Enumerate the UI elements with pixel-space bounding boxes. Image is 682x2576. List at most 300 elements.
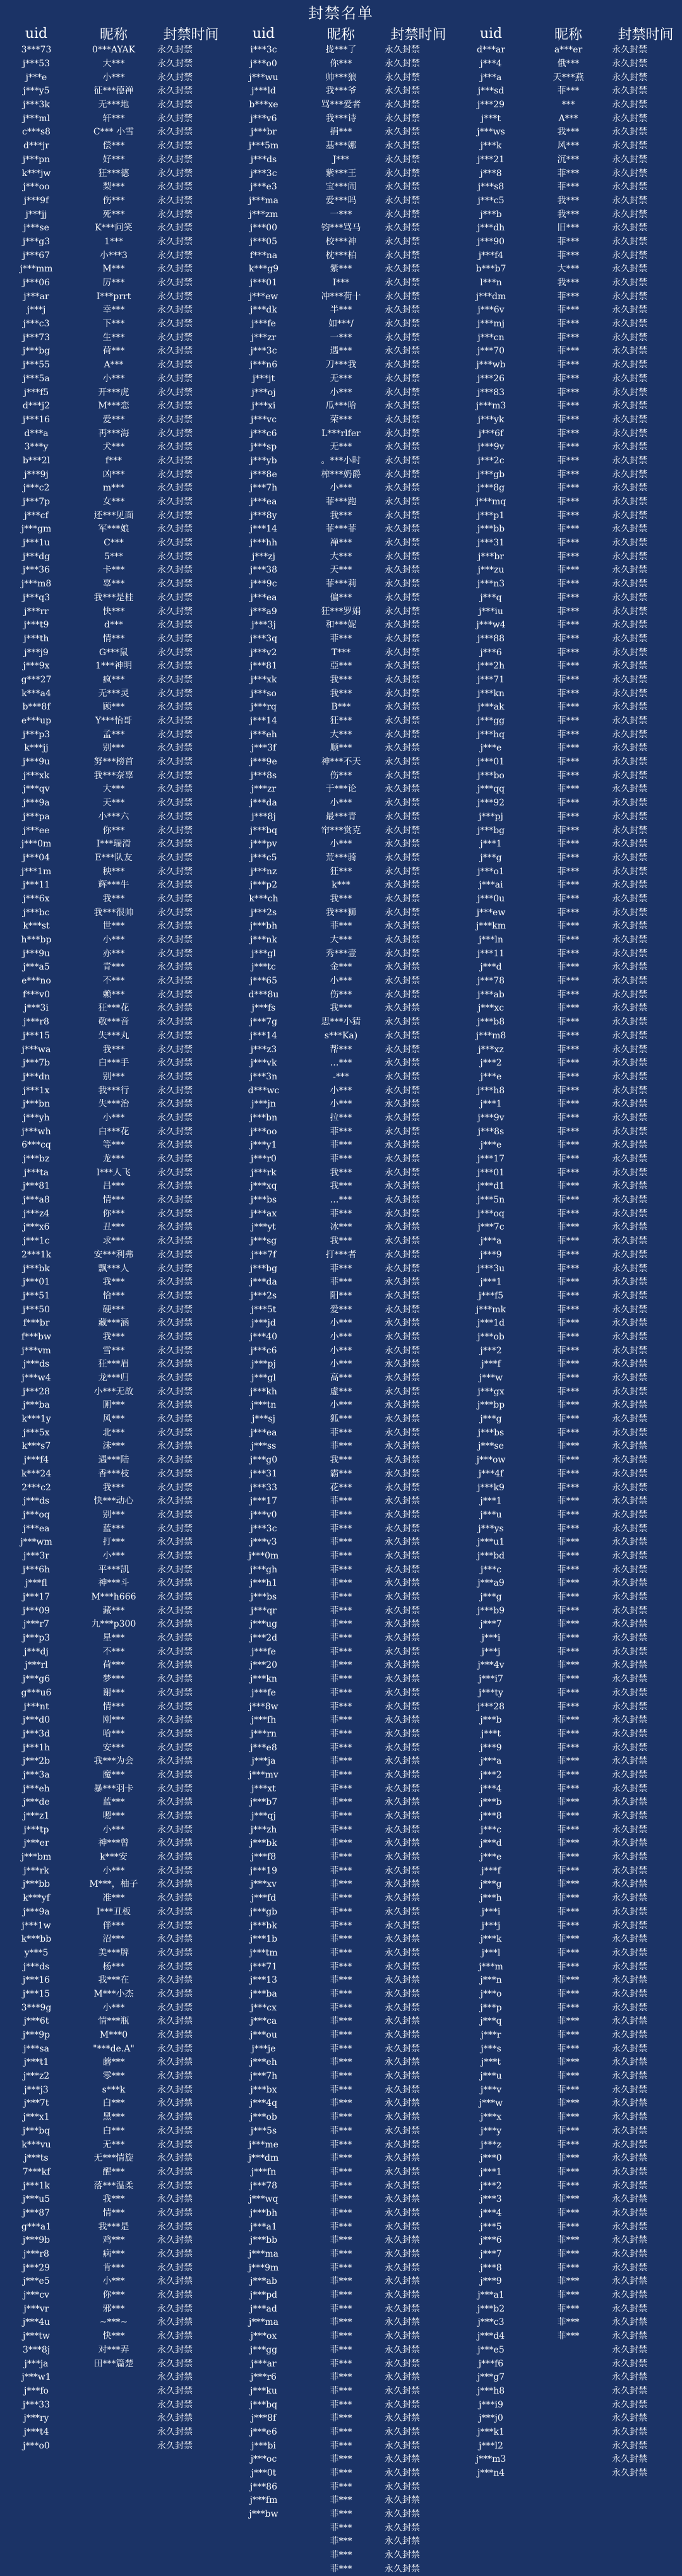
uid-cell: j***ew — [455, 906, 527, 920]
table-row — [0, 1098, 682, 1112]
nickname-cell: 雪*** — [73, 1344, 155, 1358]
ban-time-cell: 永久封禁 — [609, 1112, 682, 1125]
nickname-cell: 菲*** — [527, 441, 609, 454]
ban-time-cell: 永久封禁 — [609, 1550, 682, 1564]
nickname-cell: 别*** — [73, 1509, 155, 1522]
nickname-cell: 菲*** — [300, 2111, 382, 2125]
nickname-cell: 帘***赏克 — [300, 824, 382, 838]
nickname-cell: 赖*** — [73, 988, 155, 1002]
ban-time-cell: 永久封禁 — [382, 1125, 455, 1139]
uid-cell: j***bo — [455, 769, 527, 783]
uid-cell: j***km — [455, 920, 527, 934]
nickname-cell: 小*** — [73, 934, 155, 947]
nickname-cell: 情*** — [73, 2207, 155, 2221]
ban-time-cell: 永久封禁 — [609, 222, 682, 235]
ban-time-cell: 永久封禁 — [609, 1673, 682, 1687]
ban-time-cell: 永久封禁 — [609, 1344, 682, 1358]
ban-time-cell: 永久封禁 — [382, 865, 455, 879]
uid-cell — [0, 2563, 73, 2576]
uid-cell: j***11 — [455, 947, 527, 961]
uid-cell: j***j9 — [0, 646, 73, 660]
nickname-cell: 菲*** — [300, 920, 382, 934]
ban-time-cell: 永久封禁 — [382, 2275, 455, 2289]
header-ban-time: 封禁时间 — [609, 24, 682, 44]
ban-time-cell: 永久封禁 — [382, 44, 455, 57]
uid-cell: j***wa — [0, 1043, 73, 1057]
nickname-cell: 菲*** — [527, 1988, 609, 2002]
table-row — [0, 1509, 682, 1522]
uid-cell: j***16 — [0, 413, 73, 427]
table-row — [0, 509, 682, 523]
ban-time-cell: 永久封禁 — [155, 2111, 227, 2125]
uid-cell: j***ew — [227, 290, 300, 304]
nickname-cell: 菲*** — [527, 454, 609, 468]
uid-cell: j***f6 — [455, 2357, 527, 2371]
table-row — [0, 1399, 682, 1413]
ban-time-cell: 永久封禁 — [155, 2289, 227, 2303]
nickname-cell: 我*** — [300, 674, 382, 687]
uid-cell: j***50 — [0, 1303, 73, 1317]
table-row — [0, 2207, 682, 2221]
ban-time-cell: 永久封禁 — [155, 2439, 227, 2453]
nickname-cell: 菲*** — [300, 2289, 382, 2303]
uid-cell: j***y1 — [227, 1139, 300, 1153]
uid-cell: j***8s — [227, 769, 300, 783]
ban-time-cell: 永久封禁 — [155, 2042, 227, 2056]
uid-cell: j***a — [455, 1235, 527, 1249]
ban-time-cell: 永久封禁 — [155, 359, 227, 372]
uid-cell: j***oq — [0, 1509, 73, 1522]
table-row — [0, 591, 682, 605]
ban-time-cell: 永久封禁 — [155, 550, 227, 564]
uid-cell: j***c2 — [0, 482, 73, 496]
ban-time-cell: 永久封禁 — [382, 1933, 455, 1947]
ban-time-cell: 永久封禁 — [382, 1906, 455, 1920]
nickname-cell: 基***娜 — [300, 139, 382, 153]
nickname-cell: 霸*** — [300, 1468, 382, 1481]
table-row — [0, 1153, 682, 1166]
nickname-cell: 狂***德 — [73, 167, 155, 181]
ban-time-cell: 永久封禁 — [155, 331, 227, 345]
ban-time-cell: 永久封禁 — [155, 2330, 227, 2344]
uid-cell — [455, 2508, 527, 2522]
nickname-cell: 死*** — [73, 208, 155, 222]
nickname-cell: 偿*** — [73, 139, 155, 153]
uid-cell: j***a — [455, 71, 527, 85]
ban-time-cell: 永久封禁 — [382, 1536, 455, 1550]
nickname-cell: 菲*** — [300, 1426, 382, 1440]
nickname-cell: 菲*** — [527, 1317, 609, 1331]
nickname-cell: 菲*** — [527, 2125, 609, 2139]
ban-time-cell: 永久封禁 — [155, 290, 227, 304]
ban-time-cell: 永久封禁 — [382, 1413, 455, 1427]
table-row — [0, 2111, 682, 2125]
uid-cell — [0, 2535, 73, 2549]
ban-time-cell: 永久封禁 — [382, 646, 455, 660]
uid-cell: j***gl — [227, 947, 300, 961]
nickname-cell: 菲*** — [527, 1084, 609, 1098]
ban-time-cell: 永久封禁 — [155, 1084, 227, 1098]
uid-cell: j***eh — [227, 2056, 300, 2070]
nickname-cell: 小*** — [73, 1112, 155, 1125]
table-row — [0, 1125, 682, 1139]
nickname-cell: 虚*** — [300, 1385, 382, 1399]
uid-cell: j***7 — [455, 1618, 527, 1632]
uid-cell: j***fe — [227, 1645, 300, 1659]
nickname-cell: 白*** — [73, 2125, 155, 2139]
uid-cell: j***oj — [227, 386, 300, 400]
nickname-cell: 魔*** — [73, 1769, 155, 1783]
ban-time-cell: 永久封禁 — [155, 318, 227, 331]
uid-cell: j***e — [455, 1139, 527, 1153]
uid-cell: j***4v — [455, 1659, 527, 1673]
nickname-cell: 好*** — [73, 153, 155, 167]
uid-cell: j***q — [455, 2015, 527, 2029]
table-row — [0, 304, 682, 318]
nickname-cell: 菲*** — [527, 1125, 609, 1139]
uid-cell: k***24 — [0, 1468, 73, 1481]
table-row — [0, 1468, 682, 1481]
nickname-cell: L***rlfer — [300, 427, 382, 441]
nickname-cell: 菲*** — [527, 2001, 609, 2015]
uid-cell: j***2h — [455, 660, 527, 674]
ban-time-cell: 永久封禁 — [155, 728, 227, 742]
uid-cell: j***7c — [455, 1221, 527, 1235]
ban-time-cell: 永久封禁 — [382, 2248, 455, 2262]
ban-time-cell: 永久封禁 — [382, 1837, 455, 1851]
nickname-cell: 天***燕 — [527, 71, 609, 85]
ban-time-cell: 永久封禁 — [609, 386, 682, 400]
nickname-cell: 菲*** — [300, 2480, 382, 2494]
ban-time-cell: 永久封禁 — [382, 235, 455, 249]
ban-time-cell: 永久封禁 — [382, 1988, 455, 2002]
table-row — [0, 2056, 682, 2070]
nickname-cell: 菲*** — [300, 1522, 382, 1536]
ban-time-cell: 永久封禁 — [382, 1618, 455, 1632]
nickname-cell: 菲*** — [300, 2344, 382, 2358]
uid-cell: j***b8 — [455, 1016, 527, 1030]
nickname-cell: 菲*** — [300, 2029, 382, 2043]
ban-time-cell: 永久封禁 — [609, 1426, 682, 1440]
header-ban-time: 封禁时间 — [155, 24, 227, 44]
nickname-cell: 菲*** — [527, 1372, 609, 1386]
table-row — [0, 879, 682, 893]
nickname-cell: 枕***柏 — [300, 249, 382, 263]
nickname-cell: 神***不天 — [300, 756, 382, 769]
uid-cell: k***vu — [0, 2138, 73, 2152]
uid-cell: j***70 — [455, 345, 527, 359]
ban-time-cell: 永久封禁 — [609, 564, 682, 578]
uid-cell: j***z3 — [227, 1043, 300, 1057]
uid-cell: j***o1 — [455, 865, 527, 879]
nickname-cell: 梦*** — [73, 1673, 155, 1687]
ban-time-cell: 永久封禁 — [382, 810, 455, 824]
ban-time-cell: 永久封禁 — [155, 769, 227, 783]
table-row — [0, 687, 682, 701]
ban-time-cell: 永久封禁 — [609, 468, 682, 482]
nickname-cell: 小*** — [300, 1317, 382, 1331]
ban-time-cell: 永久封禁 — [609, 1645, 682, 1659]
nickname-cell: 钧***骂马 — [300, 222, 382, 235]
table-row — [0, 550, 682, 564]
uid-cell: j***5n — [455, 1194, 527, 1208]
uid-cell: j***b — [455, 208, 527, 222]
ban-time-cell: 永久封禁 — [155, 1687, 227, 1701]
header-uid: uid — [227, 24, 300, 44]
ban-time-cell: 永久封禁 — [155, 879, 227, 893]
uid-cell: j***c3 — [0, 318, 73, 331]
table-row — [0, 1112, 682, 1125]
ban-time-cell: 永久封禁 — [609, 2234, 682, 2248]
nickname-cell: 暴***羽卡 — [73, 1782, 155, 1796]
uid-cell: j***th — [0, 632, 73, 646]
uid-cell: k***bb — [0, 1933, 73, 1947]
ban-time-cell: 永久封禁 — [382, 893, 455, 906]
nickname-cell: 肯*** — [73, 2261, 155, 2275]
uid-cell: j***s8 — [455, 181, 527, 194]
nickname-cell: 如***/ — [300, 318, 382, 331]
ban-time-cell: 永久封禁 — [609, 44, 682, 57]
nickname-cell: 菲*** — [527, 810, 609, 824]
ban-time-cell: 永久封禁 — [609, 2385, 682, 2399]
ban-time-cell: 永久封禁 — [609, 1303, 682, 1317]
uid-cell: j***ku — [227, 2385, 300, 2399]
uid-cell — [0, 2467, 73, 2481]
nickname-cell: 菲*** — [527, 496, 609, 509]
nickname-cell: 禅*** — [300, 537, 382, 550]
nickname-cell: 伤*** — [300, 769, 382, 783]
uid-cell: j***0t — [227, 2467, 300, 2481]
uid-cell: j***17 — [0, 1591, 73, 1605]
ban-time-cell: 永久封禁 — [609, 660, 682, 674]
uid-cell: j***se — [0, 222, 73, 235]
uid-cell: j***v3 — [227, 1536, 300, 1550]
ban-time-cell: 永久封禁 — [155, 2261, 227, 2275]
uid-cell: j***1c — [0, 1235, 73, 1249]
uid-cell: j***1 — [455, 1276, 527, 1290]
uid-cell: j***0u — [455, 893, 527, 906]
ban-time-cell: 永久封禁 — [609, 906, 682, 920]
nickname-cell: 小*** — [300, 1358, 382, 1372]
nickname-cell: 菲*** — [527, 2302, 609, 2316]
nickname-cell: 菲*** — [527, 1440, 609, 1454]
ban-time-cell: 永久封禁 — [382, 1632, 455, 1646]
table-row — [0, 988, 682, 1002]
ban-time-cell: 永久封禁 — [155, 1550, 227, 1564]
ban-time-cell: 永久封禁 — [609, 2152, 682, 2166]
nickname-cell: 菲*** — [527, 1426, 609, 1440]
nickname-cell — [73, 2549, 155, 2563]
uid-cell: j***1k — [0, 2179, 73, 2193]
uid-cell: j***0m — [227, 1550, 300, 1564]
table-row — [0, 153, 682, 167]
nickname-cell: 女*** — [73, 496, 155, 509]
uid-cell: f***v0 — [0, 988, 73, 1002]
uid-cell: j***ma — [227, 194, 300, 208]
uid-cell: j***00 — [227, 222, 300, 235]
uid-cell: j***17 — [227, 1495, 300, 1509]
uid-cell: j***zu — [455, 564, 527, 578]
uid-cell: j***xk — [0, 769, 73, 783]
ban-time-cell: 永久封禁 — [155, 71, 227, 85]
ban-time-cell: 永久封禁 — [155, 591, 227, 605]
uid-cell: j***rk — [0, 1864, 73, 1878]
ban-time-cell: 永久封禁 — [382, 578, 455, 591]
uid-cell: j***3i — [0, 1002, 73, 1016]
uid-cell: j***3k — [0, 98, 73, 112]
uid-cell: j***jn — [227, 1098, 300, 1112]
ban-time-cell: 永久封禁 — [155, 674, 227, 687]
nickname-cell: 征***德禅 — [73, 85, 155, 98]
ban-time-cell: 永久封禁 — [155, 783, 227, 797]
ban-time-cell: 永久封禁 — [155, 537, 227, 550]
uid-cell: j***bm — [0, 1851, 73, 1865]
uid-cell: j***8e — [227, 468, 300, 482]
nickname-cell: 菲*** — [527, 1290, 609, 1303]
table-row — [0, 1235, 682, 1249]
table-row — [0, 85, 682, 98]
uid-cell: j***gh — [227, 1563, 300, 1577]
nickname-cell: E***队友 — [73, 852, 155, 865]
ban-time-cell: 永久封禁 — [382, 71, 455, 85]
table-row — [0, 728, 682, 742]
ban-time-cell: 永久封禁 — [382, 304, 455, 318]
ban-time-cell: 永久封禁 — [609, 454, 682, 468]
table-row — [0, 2029, 682, 2043]
uid-cell: j***m3 — [455, 400, 527, 413]
nickname-cell: 菲*** — [300, 1878, 382, 1892]
ban-time-cell: 永久封禁 — [155, 2193, 227, 2207]
nickname-cell: 菲*** — [527, 1864, 609, 1878]
uid-cell — [227, 2563, 300, 2576]
uid-cell: j***br — [227, 126, 300, 139]
nickname-cell: 小*** — [300, 1344, 382, 1358]
uid-cell: j***17 — [455, 1153, 527, 1166]
uid-cell: d***8u — [227, 988, 300, 1002]
uid-cell: j***dm — [227, 2152, 300, 2166]
ban-time-cell: 永久封禁 — [382, 660, 455, 674]
nickname-cell: 菲*** — [527, 1207, 609, 1221]
nickname-cell: 九***p300 — [73, 1618, 155, 1632]
ban-time-cell: 永久封禁 — [155, 126, 227, 139]
ban-time-cell: 永久封禁 — [155, 742, 227, 756]
table-row — [0, 1645, 682, 1659]
uid-cell: j***bg — [455, 824, 527, 838]
nickname-cell: 菲*** — [527, 235, 609, 249]
nickname-cell: 我*** — [300, 1454, 382, 1468]
ban-time-cell — [609, 2549, 682, 2563]
nickname-cell: 菲*** — [300, 2097, 382, 2111]
nickname-cell: K***问笑 — [73, 222, 155, 235]
ban-time-cell: 永久封禁 — [609, 1221, 682, 1235]
ban-time-cell: 永久封禁 — [155, 1331, 227, 1344]
nickname-cell: 情*** — [73, 1700, 155, 1714]
uid-cell: j***6f — [455, 427, 527, 441]
nickname-cell: 旧*** — [527, 222, 609, 235]
ban-time-cell: 永久封禁 — [155, 934, 227, 947]
table-row — [0, 1016, 682, 1030]
uid-cell: j***7b — [0, 1057, 73, 1071]
ban-time-cell: 永久封禁 — [382, 194, 455, 208]
nickname-cell: 遇*** — [300, 345, 382, 359]
table-row — [0, 2344, 682, 2358]
ban-time-cell: 永久封禁 — [155, 482, 227, 496]
ban-time-cell — [155, 2494, 227, 2508]
ban-time-cell: 永久封禁 — [609, 578, 682, 591]
ban-time-cell: 永久封禁 — [382, 126, 455, 139]
nickname-cell: 你*** — [73, 2289, 155, 2303]
uid-cell: j***ba — [227, 1988, 300, 2002]
nickname-cell: 菲*** — [527, 1194, 609, 1208]
nickname-cell: 菲*** — [527, 1468, 609, 1481]
ban-time-cell: 永久封禁 — [609, 1043, 682, 1057]
uid-cell: j***bd — [455, 1550, 527, 1564]
uid-cell: j***g — [455, 1413, 527, 1427]
uid-cell: j***n6 — [227, 359, 300, 372]
ban-time-cell: 永久封禁 — [609, 1125, 682, 1139]
table-row — [0, 1864, 682, 1878]
uid-cell: j***1 — [455, 1495, 527, 1509]
nickname-cell: 快*** — [73, 605, 155, 619]
uid-cell: j***6v — [455, 304, 527, 318]
nickname-cell: 沼*** — [73, 1933, 155, 1947]
nickname-cell: 菲*** — [527, 181, 609, 194]
ban-time-cell: 永久封禁 — [382, 2385, 455, 2399]
uid-cell: j***4f — [455, 1468, 527, 1481]
nickname-cell: 菲*** — [527, 947, 609, 961]
uid-cell: j***qr — [227, 1604, 300, 1618]
ban-time-cell: 永久封禁 — [382, 98, 455, 112]
nickname-cell: 白*** — [73, 2097, 155, 2111]
ban-time-cell: 永久封禁 — [609, 2289, 682, 2303]
uid-cell: j***dm — [455, 290, 527, 304]
nickname-cell: 杨*** — [73, 1960, 155, 1974]
nickname-cell: 菲*** — [300, 1591, 382, 1605]
table-row — [0, 2357, 682, 2371]
uid-cell: j***bg — [0, 345, 73, 359]
uid-cell: j***t — [455, 1728, 527, 1742]
ban-time-cell: 永久封禁 — [155, 1851, 227, 1865]
ban-time-cell: 永久封禁 — [609, 1166, 682, 1180]
ban-time-cell: 永久封禁 — [609, 2261, 682, 2275]
uid-cell: b***8f — [0, 701, 73, 715]
nickname-cell: 菲*** — [300, 1782, 382, 1796]
uid-cell: j***bz — [0, 1153, 73, 1166]
ban-time-cell: 永久封禁 — [382, 208, 455, 222]
ban-time-cell: 永久封禁 — [382, 2302, 455, 2316]
uid-cell: j***8f — [227, 2412, 300, 2426]
nickname-cell: 我*** — [73, 1481, 155, 1495]
nickname-cell: 菲*** — [527, 1728, 609, 1742]
uid-cell — [455, 2549, 527, 2563]
ban-time-cell: 永久封禁 — [155, 2015, 227, 2029]
nickname-cell: 我*** — [73, 1043, 155, 1057]
ban-time-cell: 永久封禁 — [155, 235, 227, 249]
ban-time-cell: 永久封禁 — [382, 769, 455, 783]
uid-cell: j***a9 — [227, 605, 300, 619]
ban-time-cell: 永久封禁 — [382, 1974, 455, 1988]
uid-cell: j***b9 — [455, 1604, 527, 1618]
ban-time-cell: 永久封禁 — [155, 1878, 227, 1892]
ban-time-cell: 永久封禁 — [155, 1810, 227, 1824]
nickname-cell: 小*** — [73, 2275, 155, 2289]
ban-time-cell: 永久封禁 — [609, 1235, 682, 1249]
ban-time-cell: 永久封禁 — [609, 879, 682, 893]
uid-cell: j***wm — [0, 1536, 73, 1550]
nickname-cell: 菲*** — [527, 1249, 609, 1262]
nickname-cell: 菲*** — [527, 1878, 609, 1892]
nickname-cell: 梨*** — [73, 181, 155, 194]
